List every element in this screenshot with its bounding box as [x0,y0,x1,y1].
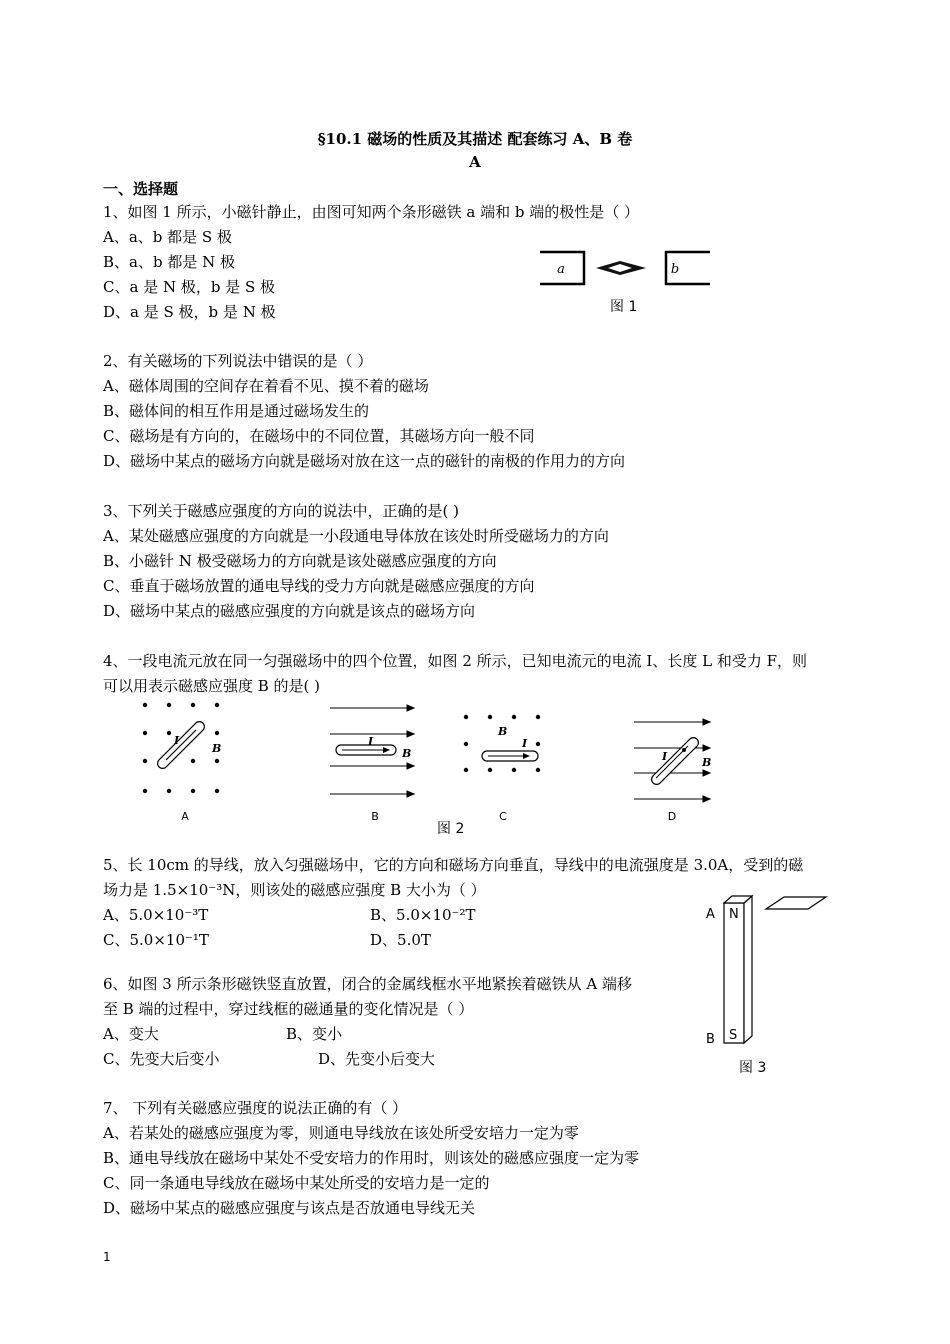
label-I: I [662,750,668,763]
q3-stem: 3、下列关于磁感应强度的方向的说法中，正确的是( ) [103,502,460,520]
label-B: B [702,756,712,769]
q6-stem-line1: 6、如图 3 所示条形磁铁竖直放置，闭合的金属线框水平地紧挨着磁铁从 A 端移 [103,975,632,993]
q4-stem-line2: 可以用表示磁感应强度 B 的是( ) [103,677,321,695]
q3-option-b: B、小磁针 N 极受磁场力的方向就是该处磁感应强度的方向 [103,552,497,570]
label-I: I [522,737,528,750]
q2-stem: 2、有关磁场的下列说法中错误的是（ ） [103,352,373,370]
paper-label: A [469,153,481,171]
q5-stem-line2: 场力是 1.5×10⁻³N，则该处的磁感应强度 B 大小为（ ） [103,881,486,899]
label-b: b [670,262,680,277]
q3-option-d: D、磁场中某点的磁感应强度的方向就是该点的磁场方向 [103,602,476,620]
figure-2-panel-b [328,700,428,825]
label-B: B [706,1032,715,1047]
q5-option-c: C、5.0×10⁻¹T [103,931,209,949]
q2-option-d: D、磁场中某点的磁场方向就是磁场对放在这一点的磁针的南极的作用力的方向 [103,452,626,470]
label-B: B [402,747,412,760]
metal-frame [766,897,826,909]
label-I: I [174,734,180,747]
label-S: S [729,1028,738,1043]
label-B: B [212,742,222,755]
q7-option-d: D、磁场中某点的磁感应强度与该点是否放通电导线无关 [103,1199,476,1217]
q2-option-a: A、磁体周围的空间存在着看不见、摸不着的磁场 [103,377,429,395]
q5-option-d: D、5.0T [370,931,431,949]
label-I: I [368,735,374,748]
q7-option-c: C、同一条通电导线放在磁场中某处所受的安培力是一定的 [103,1174,490,1192]
panel-label: C [499,810,507,823]
q1-option-a: A、a、b 都是 S 极 [103,228,232,246]
figure-2-panel-a [140,700,240,825]
figure-3-caption: 图 3 [739,1060,767,1076]
q3-option-a: A、某处磁感应强度的方向就是一小段通电导体放在该处时所受磁场力的方向 [103,527,609,545]
panel-label: A [181,810,189,823]
q2-option-c: C、磁场是有方向的，在磁场中的不同位置，其磁场方向一般不同 [103,427,535,445]
label-a: a [557,262,565,277]
q5-option-b: B、5.0×10⁻²T [370,906,476,924]
q6-option-a: A、变大 [103,1025,159,1043]
q1-option-d: D、a 是 S 极，b 是 N 极 [103,303,276,321]
figure-2-panel-c [460,700,560,825]
panel-label: D [667,810,677,823]
q3-option-c: C、垂直于磁场放置的通电导线的受力方向就是磁感应强度的方向 [103,577,535,595]
q1-stem: 1、如图 1 所示，小磁针静止，由图可知两个条形磁铁 a 端和 b 端的极性是（ ） [103,203,640,221]
q7-stem: 7、 下列有关磁感应强度的说法正确的有（ ） [103,1099,408,1117]
label-A: A [706,907,715,922]
label-B: B [498,725,508,738]
figure-1-caption: 图 1 [610,299,638,315]
q1-option-c: C、a 是 N 极，b 是 S 极 [103,278,276,296]
q6-option-b: B、变小 [286,1025,343,1043]
magnet-side [744,896,752,1043]
figure-2-caption: 图 2 [437,821,465,837]
q2-option-b: B、磁体间的相互作用是通过磁场发生的 [103,402,370,420]
q6-option-c: C、先变大后变小 [103,1050,220,1068]
q6-option-d: D、先变小后变大 [318,1050,436,1068]
magnet-front [724,903,744,1043]
label-N: N [729,907,739,922]
q7-option-b: B、通电导线放在磁场中某处不受安培力的作用时，则该处的磁感应强度一定为零 [103,1149,640,1167]
q5-stem-line1: 5、长 10cm 的导线，放入匀强磁场中，它的方向和磁场方向垂直，导线中的电流强度是 3.0A，受到的磁 [103,856,804,874]
page-title: §10.1 磁场的性质及其描述 配套练习 A、B 卷 [317,130,633,148]
figure-2-panel-d [632,700,732,825]
figure-1-magnets [538,248,718,288]
figure-3-bar-magnet [700,893,840,1058]
q6-stem-line2: 至 B 端的过程中，穿过线框的磁通量的变化情况是（ ） [103,1000,474,1018]
q4-stem-line1: 4、一段电流元放在同一匀强磁场中的四个位置，如图 2 所示，已知电流元的电流 I、长度 L 和受力 F，则 [103,652,807,670]
panel-label: B [371,810,379,823]
conductor-rod [650,736,701,787]
q1-option-b: B、a、b 都是 N 极 [103,253,235,271]
q7-option-a: A、若某处的磁感应强度为零，则通电导线放在该处所受安培力一定为零 [103,1124,579,1142]
section-heading: 一、选择题 [103,180,179,198]
page-number: 1 [103,1250,111,1264]
q5-option-a: A、5.0×10⁻³T [103,906,209,924]
